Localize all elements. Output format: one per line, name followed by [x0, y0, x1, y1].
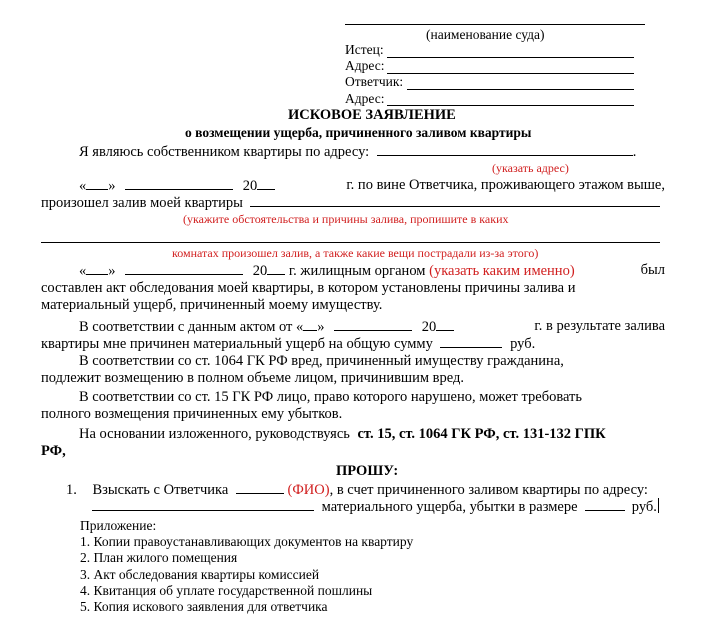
per-act-line	[79, 318, 665, 336]
per-act-year-field[interactable]	[436, 318, 454, 331]
request-address-field[interactable]	[92, 498, 314, 511]
request-item-number: 1.	[66, 482, 77, 498]
defendant-field[interactable]	[407, 89, 634, 90]
attachment-item-1: 1. Копии правоустанавливающих документов на квартиру	[80, 534, 414, 549]
owner-address-field[interactable]	[377, 143, 633, 156]
attachments-heading: Приложение:	[80, 518, 157, 533]
owner-text: Я являюсь собственником квартиры по адресу:	[79, 144, 370, 160]
act-line-2: составлен акт обследования моей квартиры, в котором установлены причины залива и	[41, 280, 576, 296]
act-day-field[interactable]	[86, 262, 108, 275]
year-prefix: 20	[242, 178, 258, 194]
request-item-mid: материального ущерба, убытки в размере	[321, 499, 578, 515]
court-name-caption: (наименование суда)	[426, 27, 545, 42]
act-year-prefix: 20	[252, 263, 268, 279]
art1064-line-1: В соответствии со ст. 1064 ГК РФ вред, причиненный имуществу гражданина,	[79, 353, 564, 369]
plaintiff-address-label: Адрес:	[345, 58, 385, 73]
basis-articles-2: РФ,	[41, 443, 66, 459]
request-item-hint: (ФИО)	[287, 482, 330, 498]
document-title: ИСКОВОЕ ЗАЯВЛЕНИЕ	[288, 107, 456, 123]
owner-paragraph: Я являюсь собственником квартиры по адресу: .	[79, 144, 637, 160]
per-act-day-field[interactable]	[303, 318, 317, 331]
per-act-mid: г. в результате залива	[534, 318, 665, 334]
text-cursor	[658, 498, 659, 513]
per-act-text: В соответствии с данным актом от «	[79, 319, 304, 335]
request-item-rest: , в счет причиненного заливом квартиры по адресу:	[329, 482, 648, 498]
defendant-label: Ответчик:	[345, 74, 404, 89]
act-line-3: материальный ущерб, причиненный моему имуществу.	[41, 297, 383, 313]
flood-day-field[interactable]	[86, 177, 108, 190]
plaintiff-label: Истец:	[345, 42, 384, 57]
damage-line	[41, 335, 535, 353]
hint-circumstances-1: (укажите обстоятельства и причины залива, пропишите в каких	[183, 212, 509, 226]
hint-address: (указать адрес)	[492, 161, 569, 175]
defendant-address-field[interactable]	[387, 105, 634, 106]
court-name-line[interactable]	[345, 24, 645, 25]
act-month-field[interactable]	[125, 262, 243, 275]
flood-line-2-text: произошел залив моей квартиры	[41, 195, 243, 211]
document-subtitle: о возмещении ущерба, причиненного заливом квартиры	[185, 125, 532, 140]
quote-open: «	[79, 178, 87, 194]
flood-line-2	[41, 194, 660, 212]
flood-year-field[interactable]	[257, 177, 275, 190]
defendant-address-label: Адрес:	[345, 91, 385, 106]
act-hint: (указать каким именно)	[429, 263, 575, 279]
request-heading: ПРОШУ:	[336, 463, 399, 479]
request-amount-field[interactable]	[585, 498, 625, 511]
art15-line-2: полного возмещения причиненных ему убытков.	[41, 406, 343, 422]
request-item-text: Взыскать с Ответчика	[92, 482, 229, 498]
act-quote-open: «	[79, 263, 87, 279]
request-item-currency: руб.	[631, 499, 657, 515]
per-act-month-field[interactable]	[334, 318, 412, 331]
damage-amount-field[interactable]	[440, 335, 502, 348]
flood-details-field[interactable]	[250, 194, 660, 207]
request-item-1	[66, 481, 648, 499]
flood-date-line	[79, 177, 665, 195]
act-line-text: г. жилищным органом	[288, 263, 426, 279]
per-act-year-prefix: 20	[421, 319, 437, 335]
request-item-1-line-2	[92, 498, 659, 516]
flood-line-text: г. по вине Ответчика, проживающего этажом выше,	[346, 177, 665, 193]
attachment-item-5: 5. Копия искового заявления для ответчика	[80, 599, 328, 614]
basis-text: На основании изложенного, руководствуясь	[79, 426, 350, 442]
art1064-line-2: подлежит возмещению в полном объеме лицом, причинившим вред.	[41, 370, 464, 386]
act-year-field[interactable]	[267, 262, 285, 275]
quote-close: »	[108, 178, 116, 194]
plaintiff-field[interactable]	[387, 57, 634, 58]
attachment-item-2: 2. План жилого помещения	[80, 550, 238, 565]
plaintiff-address-field[interactable]	[387, 73, 634, 74]
art15-line-1: В соответствии со ст. 15 ГК РФ лицо, право которого нарушено, может требовать	[79, 389, 582, 405]
act-quote-close: »	[108, 263, 116, 279]
act-line-1	[79, 262, 665, 280]
attachment-item-3: 3. Акт обследования квартиры комиссией	[80, 567, 320, 582]
flood-details-field-2[interactable]	[41, 242, 660, 243]
damage-text: квартиры мне причинен материальный ущерб на общую сумму	[41, 336, 433, 352]
hint-circumstances-2: комнатах произошел залив, а также какие вещи пострадали из-за этого)	[172, 246, 539, 260]
defendant-name-field[interactable]	[236, 481, 284, 494]
per-act-quote-close: »	[317, 319, 325, 335]
act-line-end: был	[640, 262, 665, 278]
attachment-item-4: 4. Квитанция об уплате государственной пошлины	[80, 583, 373, 598]
basis-line	[79, 426, 606, 443]
damage-currency: руб.	[510, 336, 536, 352]
flood-month-field[interactable]	[125, 177, 233, 190]
basis-articles: ст. 15, ст. 1064 ГК РФ, ст. 131-132 ГПК	[357, 426, 606, 442]
